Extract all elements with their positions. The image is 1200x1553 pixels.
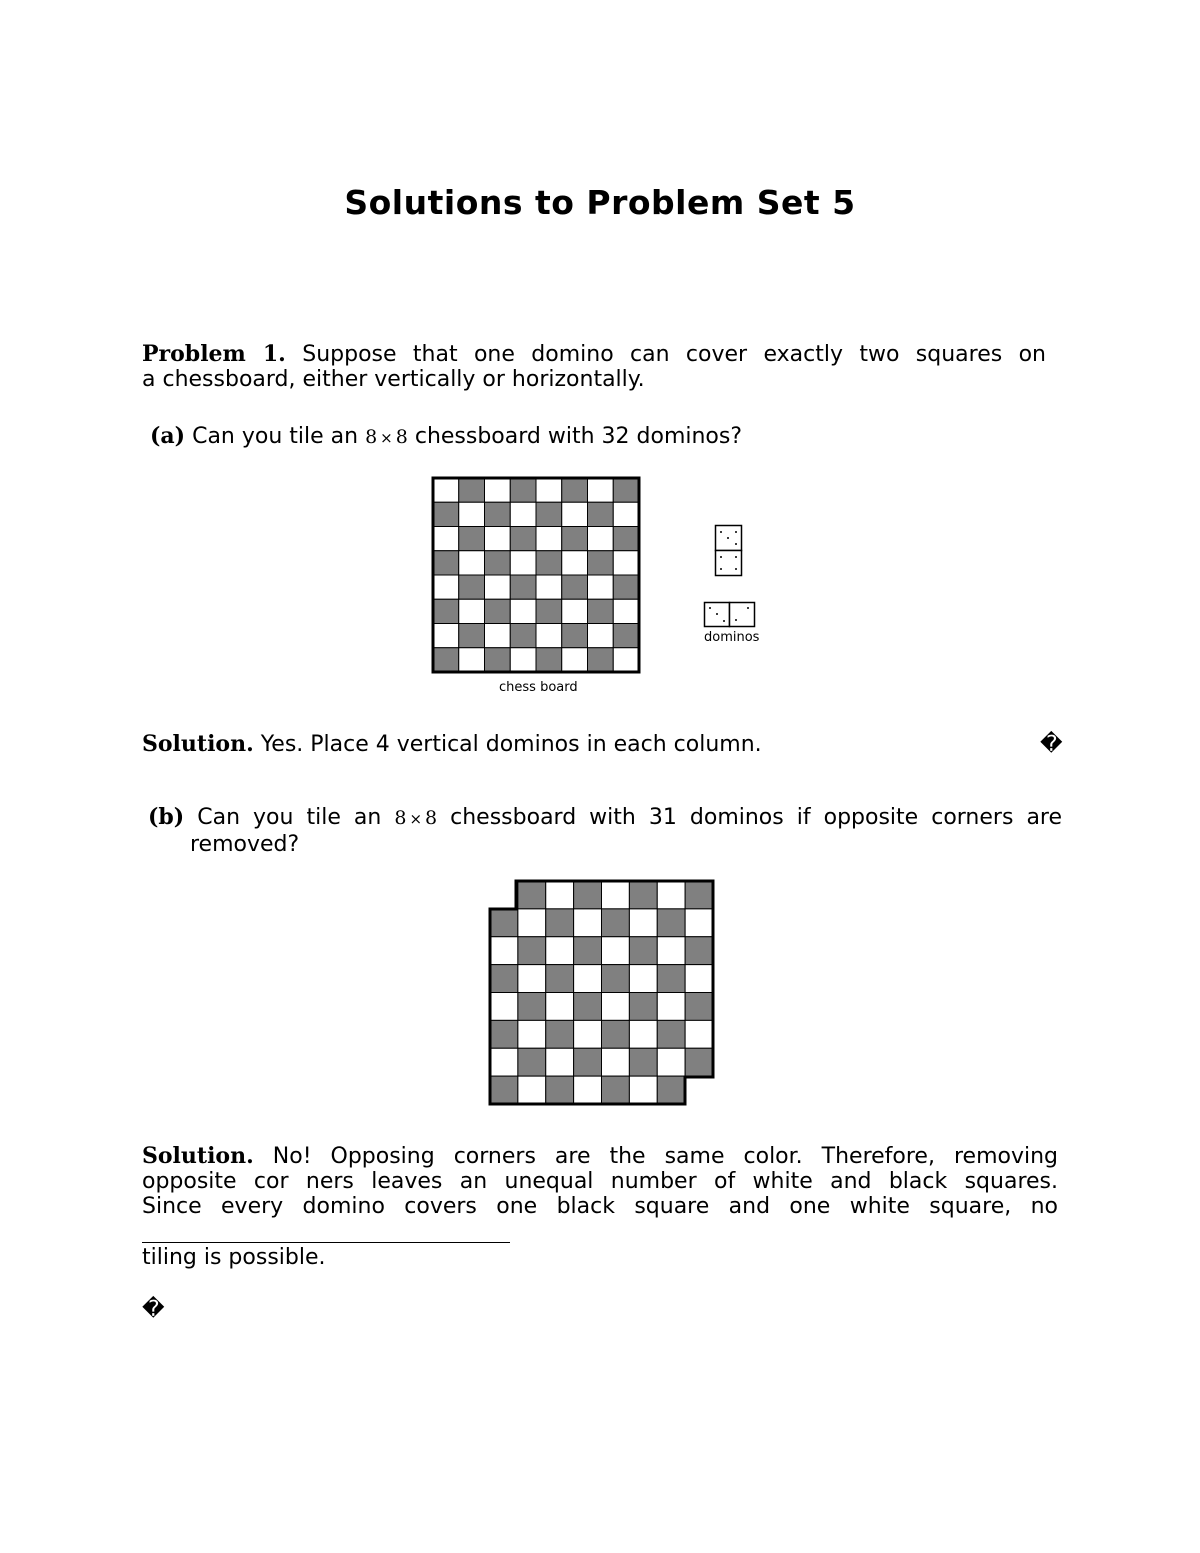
board-square (562, 551, 588, 575)
board-square (629, 993, 657, 1021)
part-b-text-after: chessboard with 31 dominos if opposite corners are (450, 805, 1063, 830)
board-square (459, 551, 485, 575)
board-square (685, 1020, 713, 1048)
board-square (657, 993, 685, 1021)
board-square (574, 993, 602, 1021)
board-square (657, 881, 685, 909)
solution-a-text: Yes. Place 4 vertical dominos in each column. (260, 732, 762, 757)
board-square (490, 1020, 518, 1048)
board-square (685, 881, 713, 909)
part-b-n2: 8 (425, 807, 438, 829)
board-square (685, 1048, 713, 1076)
board-square (459, 502, 485, 526)
board-square (602, 937, 630, 965)
board-square (490, 993, 518, 1021)
problem-statement (142, 342, 1046, 392)
board-square (518, 1020, 546, 1048)
board-square (588, 624, 614, 648)
board-square (485, 502, 511, 526)
board-square (546, 881, 574, 909)
board-square (602, 909, 630, 937)
board-square (485, 648, 511, 672)
board-square (510, 478, 536, 502)
board-square (490, 937, 518, 965)
solution-a (142, 732, 762, 757)
board-square (433, 648, 459, 672)
board-square (536, 648, 562, 672)
board-square (518, 1048, 546, 1076)
board-square (518, 881, 546, 909)
board-square (510, 599, 536, 623)
board-square (546, 993, 574, 1021)
part-b-times: × (409, 810, 423, 828)
part-b-line-1 (148, 805, 1062, 832)
board-square (685, 965, 713, 993)
board-square (574, 1020, 602, 1048)
chessboard-figure (430, 475, 642, 675)
board-square (536, 527, 562, 551)
board-square (518, 965, 546, 993)
board-square (510, 527, 536, 551)
solution-b (142, 1144, 1058, 1219)
board-square (490, 909, 518, 937)
board-square (588, 551, 614, 575)
board-square (562, 478, 588, 502)
board-square (510, 575, 536, 599)
board-square (574, 909, 602, 937)
board-square (546, 1048, 574, 1076)
truncated-chessboard-figure (487, 878, 716, 1107)
problem-label: Problem 1. (142, 341, 286, 367)
solution-b-text-4: tiling is possible. (142, 1245, 326, 1270)
board-square (613, 551, 639, 575)
problem-line-1 (142, 342, 1046, 367)
board-square (602, 1048, 630, 1076)
board-square (485, 527, 511, 551)
board-square (613, 648, 639, 672)
board-square (685, 937, 713, 965)
part-a-text-before: Can you tile an (192, 424, 359, 449)
part-b-line-2: removed? (190, 832, 300, 857)
board-square (546, 965, 574, 993)
board-square (433, 502, 459, 526)
page-title: Solutions to Problem Set 5 (344, 183, 856, 222)
board-square (536, 624, 562, 648)
board-square (490, 1076, 518, 1104)
board-square (562, 624, 588, 648)
board-square (433, 551, 459, 575)
board-square (562, 502, 588, 526)
board-square (562, 527, 588, 551)
board-square (490, 965, 518, 993)
board-square (685, 909, 713, 937)
board-square (536, 551, 562, 575)
board-square (574, 965, 602, 993)
board-square (459, 527, 485, 551)
board-square (485, 575, 511, 599)
solution-b-text-3: Since every domino covers one black square and one white square, no (142, 1194, 1058, 1219)
board-square (602, 1020, 630, 1048)
board-square (602, 881, 630, 909)
board-square (685, 993, 713, 1021)
chessboard-caption: chess board (499, 680, 578, 695)
board-square (588, 648, 614, 672)
vertical-domino (714, 524, 744, 579)
board-square (485, 599, 511, 623)
board-square (433, 575, 459, 599)
problem-text-2: a chessboard, either vertically or horizontally. (142, 367, 645, 392)
board-square (602, 965, 630, 993)
board-square (613, 502, 639, 526)
board-square (536, 502, 562, 526)
board-square (629, 1048, 657, 1076)
board-square (588, 527, 614, 551)
board-square (613, 599, 639, 623)
board-square (510, 551, 536, 575)
board-square (433, 478, 459, 502)
truncated-chessboard-squares (490, 881, 713, 1104)
board-square (629, 881, 657, 909)
board-square (629, 965, 657, 993)
board-square (459, 478, 485, 502)
part-b-label: (b) (148, 804, 185, 830)
board-square (588, 502, 614, 526)
solution-b-end-mark: � (142, 1297, 165, 1322)
solution-a-end-mark: � (1040, 732, 1063, 757)
board-square (657, 909, 685, 937)
horizontal-domino (703, 601, 757, 629)
board-square (588, 478, 614, 502)
board-square (536, 575, 562, 599)
board-square (613, 478, 639, 502)
board-square (485, 551, 511, 575)
board-square (459, 624, 485, 648)
part-a-text-after: chessboard with 32 dominos? (414, 424, 743, 449)
part-a-label: (a) (150, 423, 186, 449)
dominos-caption: dominos (704, 630, 760, 645)
board-square (546, 909, 574, 937)
solution-b-text-1: No! Opposing corners are the same color. Therefore, removing (272, 1144, 1058, 1169)
board-square (657, 937, 685, 965)
solution-a-label: Solution. (142, 731, 254, 757)
board-square (518, 909, 546, 937)
board-square (546, 1076, 574, 1104)
board-square (510, 502, 536, 526)
solution-b-line-1 (142, 1144, 1058, 1169)
board-square (588, 575, 614, 599)
part-b-text-before: Can you tile an (197, 805, 382, 830)
board-square (574, 937, 602, 965)
board-square (657, 965, 685, 993)
board-square (518, 937, 546, 965)
solution-b-text-2: opposite cor ners leaves an unequal number of white and black squares. (142, 1169, 1058, 1194)
board-square (485, 478, 511, 502)
board-square (629, 1076, 657, 1104)
board-square (546, 937, 574, 965)
board-square (536, 478, 562, 502)
board-square (510, 624, 536, 648)
board-square (459, 575, 485, 599)
board-square (518, 1076, 546, 1104)
board-square (459, 599, 485, 623)
board-square (546, 1020, 574, 1048)
board-square (562, 648, 588, 672)
solution-b-label: Solution. (142, 1143, 254, 1169)
board-square (518, 993, 546, 1021)
part-b-n1: 8 (394, 807, 407, 829)
board-square (629, 937, 657, 965)
board-square (574, 1076, 602, 1104)
board-square (629, 1020, 657, 1048)
board-square (433, 624, 459, 648)
board-square (613, 624, 639, 648)
board-square (602, 1076, 630, 1104)
board-square (485, 624, 511, 648)
board-square (459, 648, 485, 672)
board-square (490, 1048, 518, 1076)
board-square (562, 575, 588, 599)
part-a-question (150, 424, 742, 451)
board-square (613, 575, 639, 599)
board-square (510, 648, 536, 672)
board-square (629, 909, 657, 937)
board-square (433, 599, 459, 623)
board-square (588, 599, 614, 623)
part-a-n1: 8 (365, 426, 378, 448)
board-square (602, 993, 630, 1021)
board-square (657, 1076, 685, 1104)
board-square (657, 1048, 685, 1076)
board-square (574, 881, 602, 909)
part-a-times: × (380, 429, 393, 447)
chessboard-squares (433, 478, 639, 672)
footnote-rule (142, 1242, 510, 1243)
board-square (613, 527, 639, 551)
board-square (574, 1048, 602, 1076)
board-square (433, 527, 459, 551)
board-square (657, 1020, 685, 1048)
problem-text-1: Suppose that one domino can cover exactly two squares on (302, 342, 1047, 367)
board-square (562, 599, 588, 623)
part-a-n2: 8 (395, 426, 408, 448)
board-square (536, 599, 562, 623)
part-b-question (148, 805, 1062, 857)
